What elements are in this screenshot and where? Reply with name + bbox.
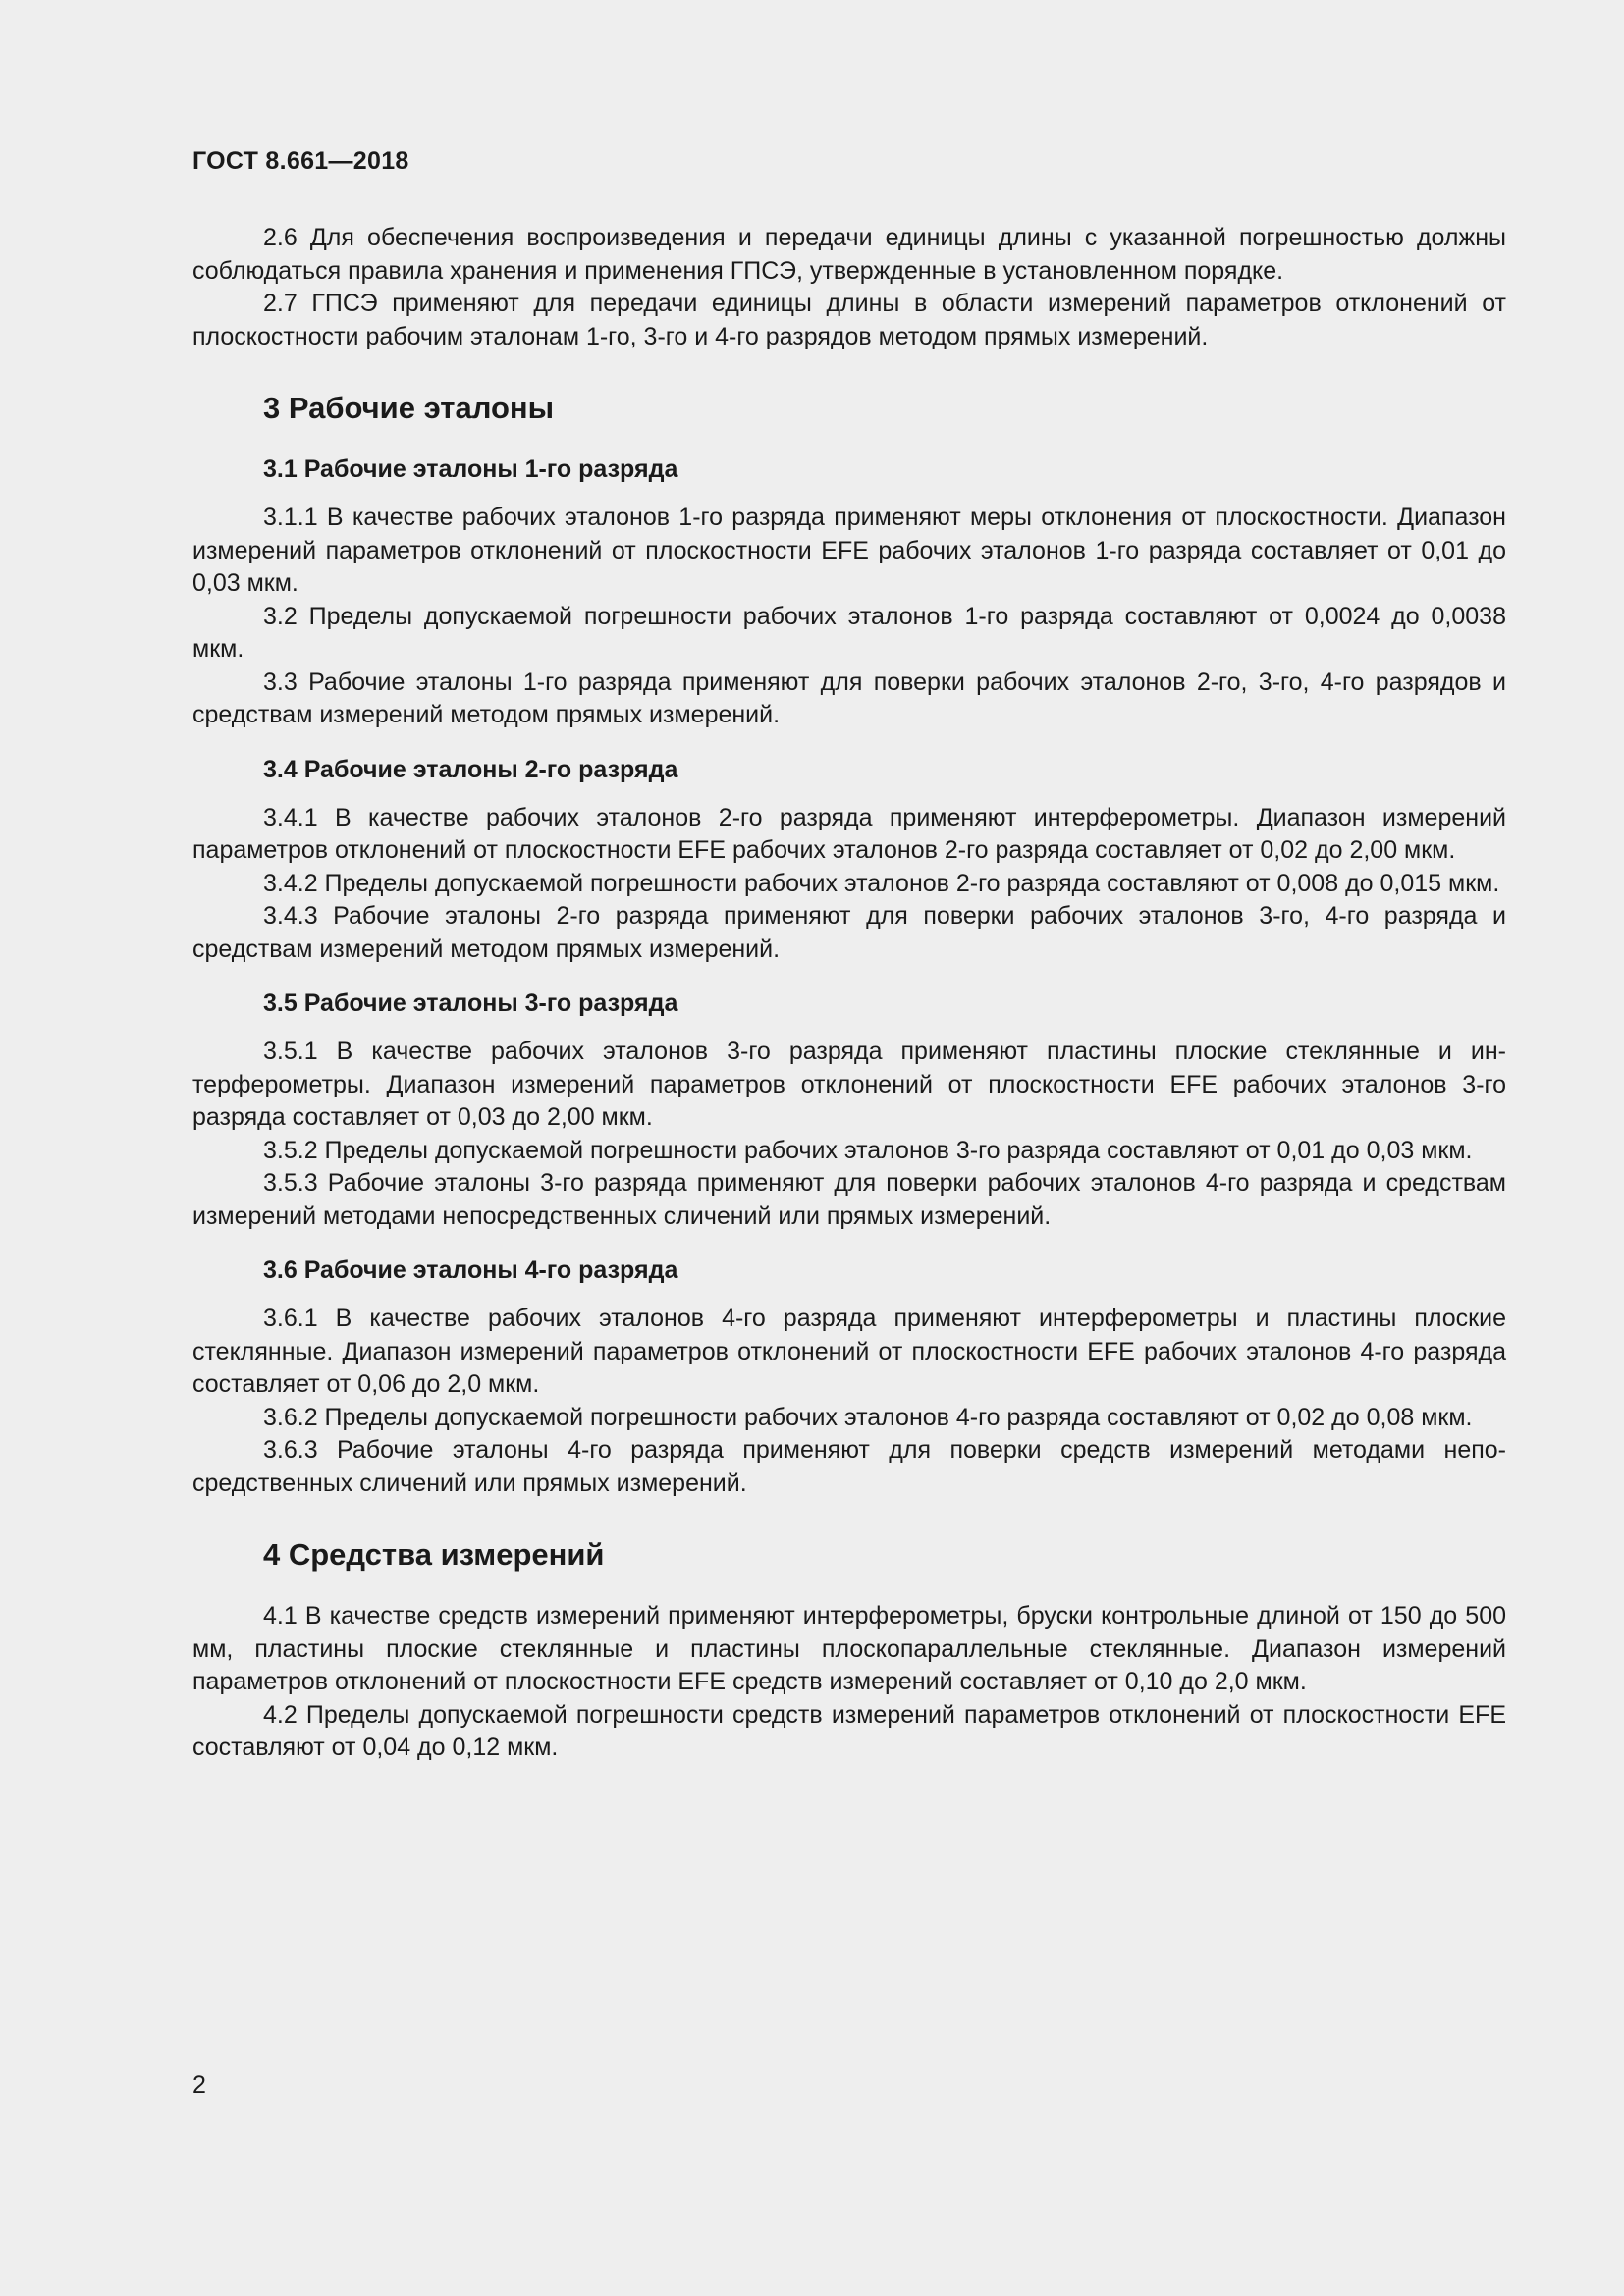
paragraph-2-6: 2.6 Для обеспечения воспроизведения и передачи единицы длины с указанной погрешностью должны соблюдаться правила хранения и применения ГПСЭ, утвержденные в установленном порядке. — [192, 224, 1506, 285]
section-4-title: 4 Средства измерений — [263, 1537, 605, 1572]
paragraph-3-5-3: 3.5.3 Рабочие эталоны 3-го разряда применяют для поверки рабочих эталонов 4-го разряда и средствам измерений методами непосредственных сличений или прямых измерений. — [192, 1169, 1506, 1230]
subsection-3-4-title: 3.4 Рабочие эталоны 2-го разряда — [263, 755, 678, 783]
paragraph-3-6-2: 3.6.2 Пределы допускаемой погрешности рабочих эталонов 4-го разряда составляют от 0,02 до 0,08 мкм. — [263, 1403, 1473, 1431]
paragraph-3-5-1: 3.5.1 В качестве рабочих эталонов 3-го разряда применяют пластины плоские стеклянные и интерферометры. Диапазон измерений параметров отклонений от плоскостности EFE рабочих эталонов 3-го разряда составляет от 0,03 до 2,00 мкм. — [192, 1038, 1506, 1131]
document-code-header: ГОСТ 8.661—2018 — [192, 147, 409, 175]
document-page — [192, 0, 1506, 2296]
subsection-3-1-title: 3.1 Рабочие эталоны 1-го разряда — [263, 455, 678, 483]
paragraph-3-4-2: 3.4.2 Пределы допускаемой погрешности рабочих эталонов 2-го разряда составляют от 0,008 до 0,015 мкм. — [263, 869, 1500, 897]
paragraph-4-1: 4.1 В качестве средств измерений применяют интерферометры, бруски контрольные длиной от 150 до 500 мм, пластины плоские стеклянные и пластины плоскопараллельные стеклянные. Диапазон измерений параметров отклонений от плоскостности EFE средств измерений составляет от 0,10 до 2,0 мкм. — [192, 1602, 1506, 1695]
paragraph-3-6-1: 3.6.1 В качестве рабочих эталонов 4-го разряда применяют интерферометры и пластины плоские стеклянные. Диапазон измерений параметров отклонений от плоскостности EFE рабочих эталонов 4-го разряда составляет от 0,06 до 2,0 мкм. — [192, 1305, 1506, 1398]
subsection-3-6-title: 3.6 Рабочие эталоны 4-го разряда — [263, 1256, 678, 1284]
page-number: 2 — [192, 2071, 206, 2099]
paragraph-3-4-1: 3.4.1 В качестве рабочих эталонов 2-го разряда применяют интерферометры. Диапазон измерений параметров отклонений от плоскостности EFE рабочих эталонов 2-го разряда составляет от 0,02 до 2,00 мкм. — [192, 803, 1506, 864]
paragraph-2-7: 2.7 ГПСЭ применяют для передачи единицы длины в области измерений параметров отклонений от плоскостности рабочим эталонам 1-го, 3-го и 4-го разрядов методом прямых измерений. — [192, 290, 1506, 350]
paragraph-3-3: 3.3 Рабочие эталоны 1-го разряда применяют для поверки рабочих эталонов 2-го, 3-го, 4-го разрядов и средствам измерений методом прямых измерений. — [192, 667, 1506, 728]
paragraph-3-6-3: 3.6.3 Рабочие эталоны 4-го разряда применяют для поверки средств измерений методами непосредственных сличений или прямых измерений. — [192, 1436, 1506, 1497]
section-3-title: 3 Рабочие эталоны — [263, 391, 555, 425]
document-body — [192, 222, 1506, 1765]
paragraph-3-1-1: 3.1.1 В качестве рабочих эталонов 1-го разряда применяют меры отклонения от плоскостности. Диапазон измерений параметров отклонений от плоскостности EFE рабочих эталонов 1-го разряда составляет от 0,01 до 0,03 мкм. — [192, 504, 1506, 597]
subsection-3-5-title: 3.5 Рабочие эталоны 3-го разряда — [263, 989, 678, 1017]
paragraph-3-2: 3.2 Пределы допускаемой погрешности рабочих эталонов 1-го разряда составляют от 0,0024 до 0,0038 мкм. — [192, 602, 1506, 663]
paragraph-3-4-3: 3.4.3 Рабочие эталоны 2-го разряда применяют для поверки рабочих эталонов 3-го, 4-го разряда и средствам измерений методом прямых измерений. — [192, 902, 1506, 963]
paragraph-4-2: 4.2 Пределы допускаемой погрешности средств измерений параметров отклонений от плоскостности EFE составляют от 0,04 до 0,12 мкм. — [192, 1700, 1506, 1761]
paragraph-3-5-2: 3.5.2 Пределы допускаемой погрешности рабочих эталонов 3-го разряда составляют от 0,01 до 0,03 мкм. — [263, 1136, 1473, 1164]
